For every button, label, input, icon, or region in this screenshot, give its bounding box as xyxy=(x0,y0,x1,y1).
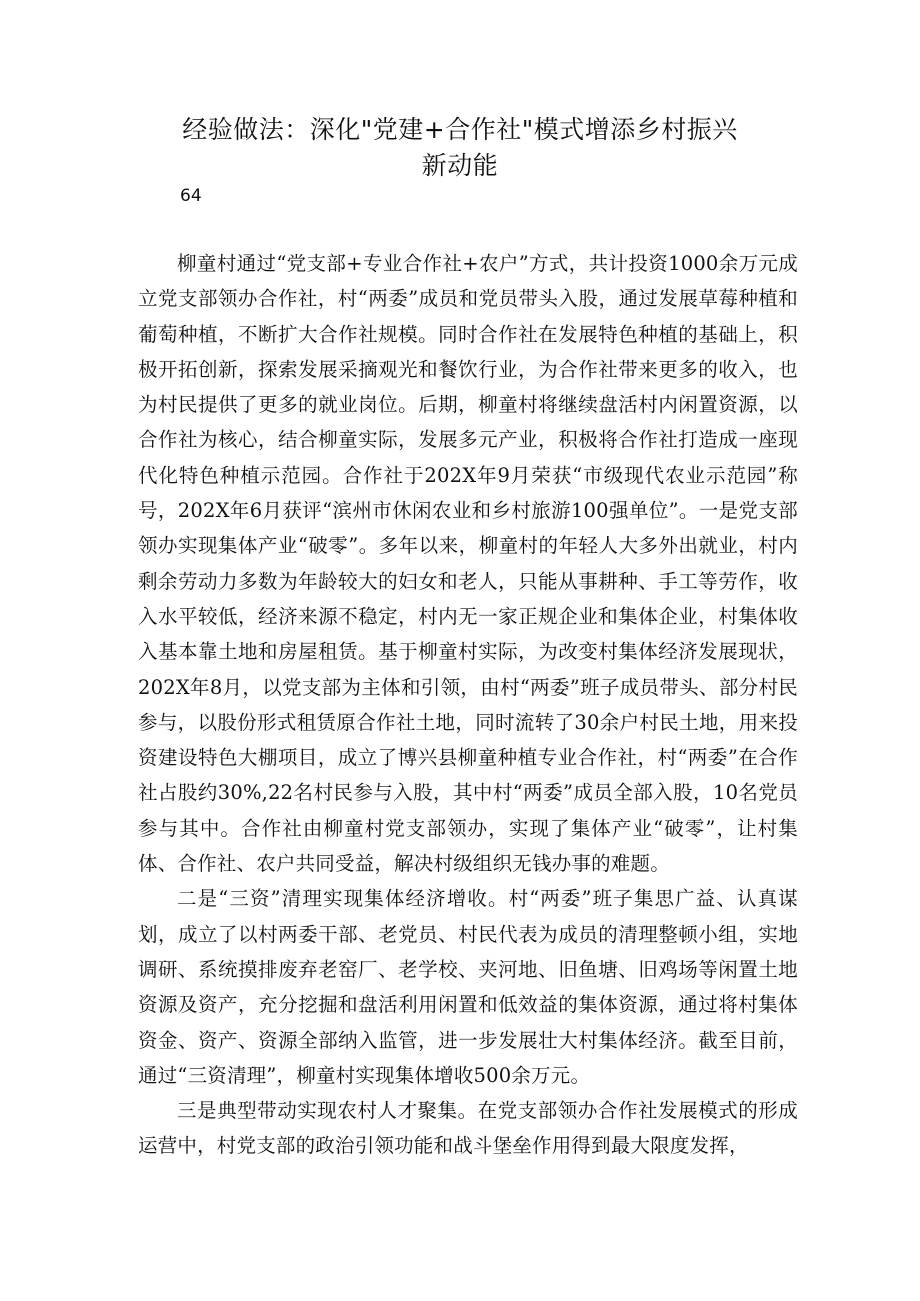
document-body xyxy=(138,246,798,1164)
paragraph-1: 柳童村通过“党支部+专业合作社+农户”方式，共计投资1000余万元成立党支部领办合作社，村“两委”成员和党员带头入股，通过发展草莓种植和葡萄种植，不断扩大合作社规模。同时合作社在发展特色种植的基础上，积极开拓创新，探索发展采摘观光和餐饮行业，为合作社带来更多的收入，也为村民提供了更多的就业岗位。后期，柳童村将继续盘活村内闲置资源，以合作社为核心，结合柳童实际，发展多元产业，积极将合作社打造成一座现代化特色种植示范园。合作社于202X年9月荣获“市级现代农业示范园”称号，202X年6月获评“滨州市休闲农业和乡村旅游100强单位”。一是党支部领办实现集体产业“破零”。多年以来，柳童村的年轻人大多外出就业，村内剩余劳动力多数为年龄较大的妇女和老人，只能从事耕种、手工等劳作，收入水平较低，经济来源不稳定，村内无一家正规企业和集体企业，村集体收入基本靠土地和房屋租赁。基于柳童村实际，为改变村集体经济发展现状，202X年8月，以党支部为主体和引领，由村“两委”班子成员带头、部分村民参与，以股份形式租赁原合作社土地，同时流转了30余户村民土地，用来投资建设特色大棚项目，成立了博兴县柳童种植专业合作社，村“两委”在合作社占股约30%,22名村民参与入股，其中村“两委”成员全部入股，10名党员参与其中。合作社由柳童村党支部领办，实现了集体产业“破零”，让村集体、合作社、农户共同受益，解决村级组织无钱办事的难题。 xyxy=(138,252,798,876)
paragraph-2: 二是“三资”清理实现集体经济增收。村“两委”班子集思广益、认真谋划，成立了以村两委干部、老党员、村民代表为成员的清理整顿小组，实地调研、系统摸排废弃老窑厂、老学校、夹河地、旧鱼塘、旧鸡场等闲置土地资源及资产，充分挖掘和盘活利用闲置和低效益的集体资源，通过将村集体资金、资产、资源全部纳入监管，进一步发展壮大村集体经济。截至目前，通过“三资清理”，柳童村实现集体增收500余万元。 xyxy=(138,887,798,1087)
document-number: 64 xyxy=(180,186,202,206)
document-title xyxy=(140,112,780,184)
title-line-2: 新动能 xyxy=(421,151,499,180)
paragraph-3: 三是典型带动实现农村人才聚集。在党支部领办合作社发展模式的形成运营中，村党支部的政治引领功能和战斗堡垒作用得到最大限度发挥， xyxy=(138,1099,798,1158)
title-line-1: 经验做法：深化"党建+合作社"模式增添乡村振兴 xyxy=(182,115,738,144)
